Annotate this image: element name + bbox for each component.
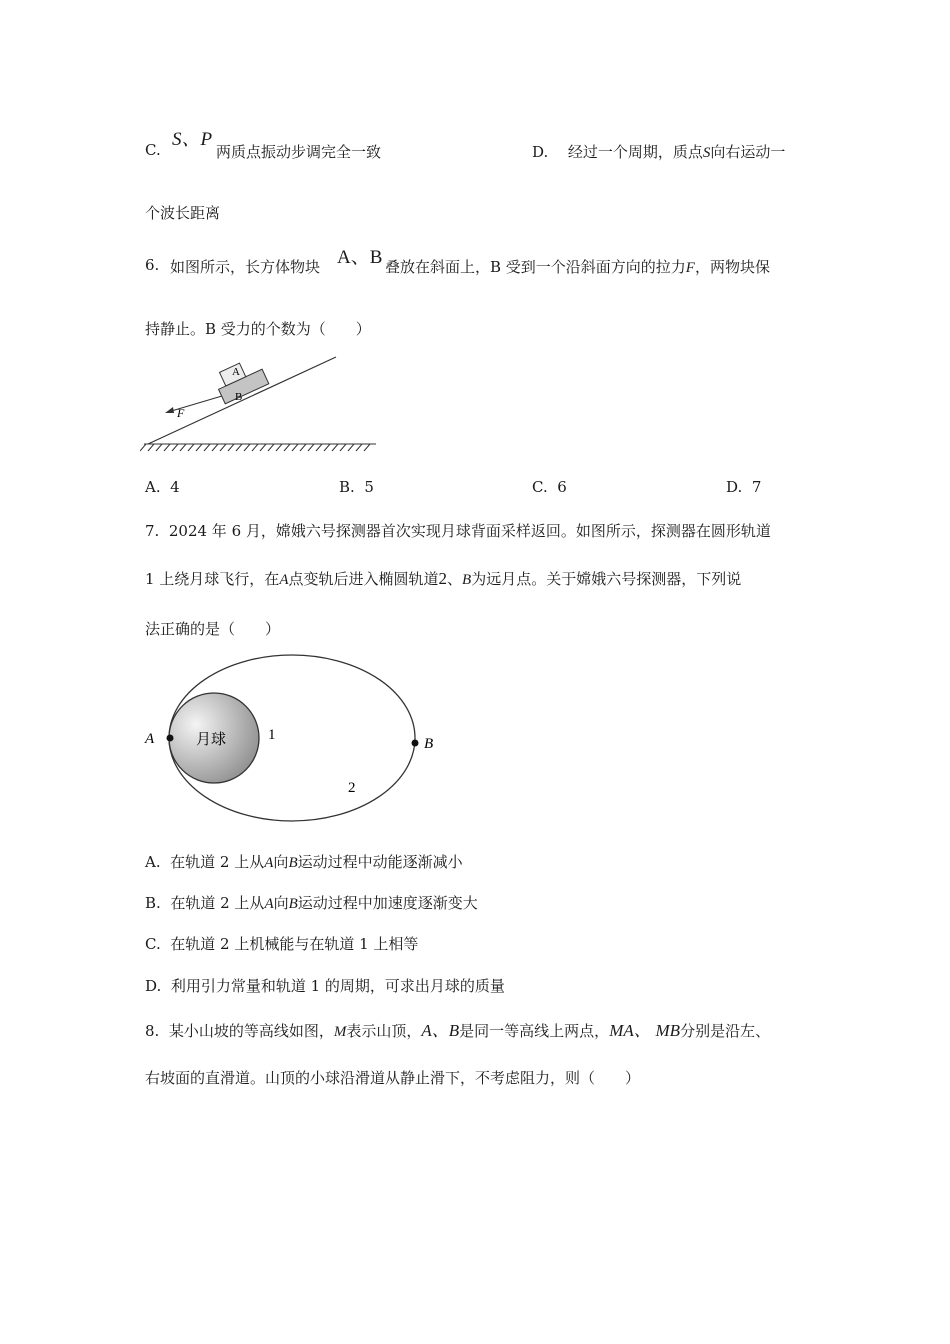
option-math: S、P <box>172 129 213 150</box>
point-a-dot <box>167 735 174 742</box>
point-b-dot <box>412 740 419 747</box>
q8-line2: 右坡面的直滑道。山顶的小球沿滑道从静止滑下，不考虑阻力，则（ ） <box>145 1069 641 1087</box>
ground-hatch <box>140 444 376 451</box>
point-a-label: A <box>145 731 155 747</box>
q6-option-c: C. 6 <box>532 478 567 496</box>
q6-option-b: B. 5 <box>339 478 374 496</box>
q5-option-c <box>145 128 525 168</box>
moon-label: 月球 <box>196 730 227 748</box>
q7-line2: 1 上绕月球飞行，在A点变轨后进入椭圆轨道2、B为远月点。关于嫦娥六号探测器，下列说 <box>145 569 742 588</box>
q7-option-d: D. 利用引力常量和轨道 1 的周期，可求出月球的质量 <box>145 977 505 995</box>
q7-option-b: B. 在轨道 2 上从A向B运动过程中加速度逐渐变大 <box>145 894 478 912</box>
q6-incline-figure <box>140 352 385 457</box>
q5-option-d <box>532 141 822 163</box>
q6-var-f: F <box>685 260 695 276</box>
q7-line1 <box>145 520 771 541</box>
q6-option-d: D. 7 <box>726 478 762 496</box>
orbit-2-label: 2 <box>348 780 356 796</box>
label-b: B <box>235 391 243 403</box>
q6-line2: 持静止。B 受力的个数为（ ） <box>145 320 371 338</box>
option-text-pre: 经过一个周期，质点 <box>567 143 703 161</box>
q7-option-a: A. 在轨道 2 上从A向B运动过程中动能逐渐减小 <box>145 853 463 871</box>
q6-option-a: A. 4 <box>145 478 180 496</box>
option-text: 两质点振动步调完全一致 <box>216 143 382 161</box>
question-number: 7. <box>145 522 160 540</box>
option-text-post: 向右运动一 <box>710 143 786 161</box>
option-letter: D. <box>532 143 549 161</box>
q6-text-mid: 叠放在斜面上，B 受到一个沿斜面方向的拉力 <box>385 258 686 276</box>
q7-text-line1: 2024 年 6 月，嫦娥六号探测器首次实现月球背面采样返回。如图所示，探测器在圆形轨道 <box>168 522 771 540</box>
q7-option-c: C. 在轨道 2 上机械能与在轨道 1 上相等 <box>145 935 419 953</box>
option-letter: C. <box>145 141 161 159</box>
q6-math-ab: A、B <box>337 247 383 268</box>
q6-text-post: ，两物块保 <box>694 258 770 276</box>
point-b-label: B <box>424 736 434 752</box>
label-a: A <box>232 366 240 378</box>
q6-line1 <box>145 242 825 282</box>
q7-orbit-figure <box>140 652 440 828</box>
q8-line1: 8. 某小山坡的等高线如图，M表示山顶，A、B是同一等高线上两点，MA、 MB分别是沿左、 <box>145 1021 771 1040</box>
q7-line3: 法正确的是（ ） <box>145 620 281 638</box>
q6-text-pre: 如图所示，长方体物块 <box>170 258 321 276</box>
orbit-1-label: 1 <box>268 727 276 743</box>
arrowhead-icon <box>165 407 174 413</box>
label-f: F <box>177 406 185 420</box>
question-number: 6. <box>145 256 160 274</box>
question-number: 8. <box>145 1022 160 1040</box>
q5-option-d-wrap: 个波长距离 <box>145 204 221 222</box>
option-var: S <box>702 145 711 161</box>
